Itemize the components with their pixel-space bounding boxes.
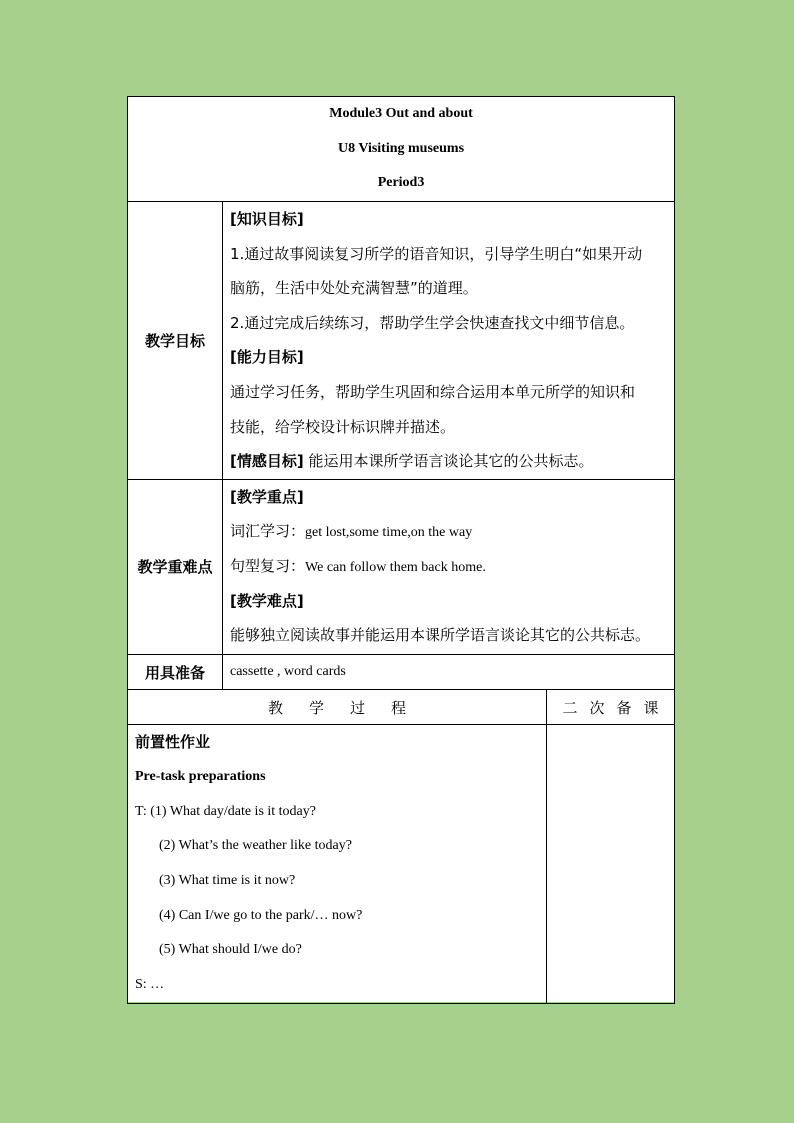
pre-title-en: Pre-task preparations <box>135 769 266 785</box>
pre-title-zh: 前置性作业 <box>135 733 211 752</box>
process-head: 教学过程 <box>128 690 547 725</box>
pattern-line <box>230 549 671 584</box>
header-row <box>128 97 675 202</box>
difficult-title: [教学难点] <box>230 591 304 610</box>
key-title: [教学重点] <box>230 487 304 506</box>
objectives-content <box>223 202 675 480</box>
materials-label: 用具准备 <box>128 654 223 690</box>
emotion-title: [情感目标] <box>230 452 304 471</box>
keypoints-content <box>223 479 675 654</box>
module-title: Module3 Out and about <box>329 106 473 121</box>
vocab-text: get lost,some time,on the way <box>305 525 473 541</box>
emotion-line <box>230 444 671 479</box>
second-prep-head: 二次备课 <box>547 690 675 725</box>
ability-b: 技能，给学校设计标识牌并描述。 <box>230 417 456 436</box>
question-3: (3) What time is it now? <box>159 873 296 889</box>
knowledge-title: [知识目标] <box>230 210 304 228</box>
question-2: (2) What’s the weather like today? <box>159 838 352 854</box>
knowledge-1a: 1.通过故事阅读复习所学的语音知识，引导学生明白“如果开动 <box>230 244 643 263</box>
keypoints-label: 教学重难点 <box>128 479 223 654</box>
process-body-row <box>128 725 675 1004</box>
unit-title: U8 Visiting museums <box>338 140 465 156</box>
question-1: T: (1) What day/date is it today? <box>135 803 316 819</box>
ability-title: [能力目标] <box>230 348 304 367</box>
second-prep-content <box>547 725 675 1004</box>
student-answer: S: … <box>135 977 165 993</box>
question-5: (5) What should I/we do? <box>159 942 302 958</box>
emotion-text: 能运用本课所学语言谈论其它的公共标志。 <box>303 452 594 471</box>
process-content <box>128 725 547 1004</box>
knowledge-1b: 脑筋，生活中处处充满智慧”的道理。 <box>230 279 478 298</box>
ability-a: 通过学习任务，帮助学生巩固和综合运用本单元所学的知识和 <box>230 382 636 401</box>
objectives-row <box>128 202 675 480</box>
process-head-row <box>128 690 675 725</box>
lesson-plan-table <box>127 96 675 1004</box>
period-title: Period3 <box>377 175 425 190</box>
keypoints-row <box>128 479 675 654</box>
pattern-text: We can follow them back home. <box>305 559 486 575</box>
materials-text: cassette , word cards <box>230 663 346 679</box>
objectives-label: 教学目标 <box>128 202 223 480</box>
difficult-text: 能够独立阅读故事并能运用本课所学语言谈论其它的公共标志。 <box>230 626 651 645</box>
knowledge-2: 2.通过完成后续练习，帮助学生学会快速查找文中细节信息。 <box>230 313 635 332</box>
question-4: (4) Can I/we go to the park/… now? <box>159 907 363 923</box>
materials-row <box>128 654 675 690</box>
materials-content <box>223 654 675 690</box>
vocab-line <box>230 514 671 549</box>
vocab-label: 词汇学习： <box>230 522 306 541</box>
header-cell <box>128 97 675 202</box>
pattern-label: 句型复习： <box>230 556 306 575</box>
